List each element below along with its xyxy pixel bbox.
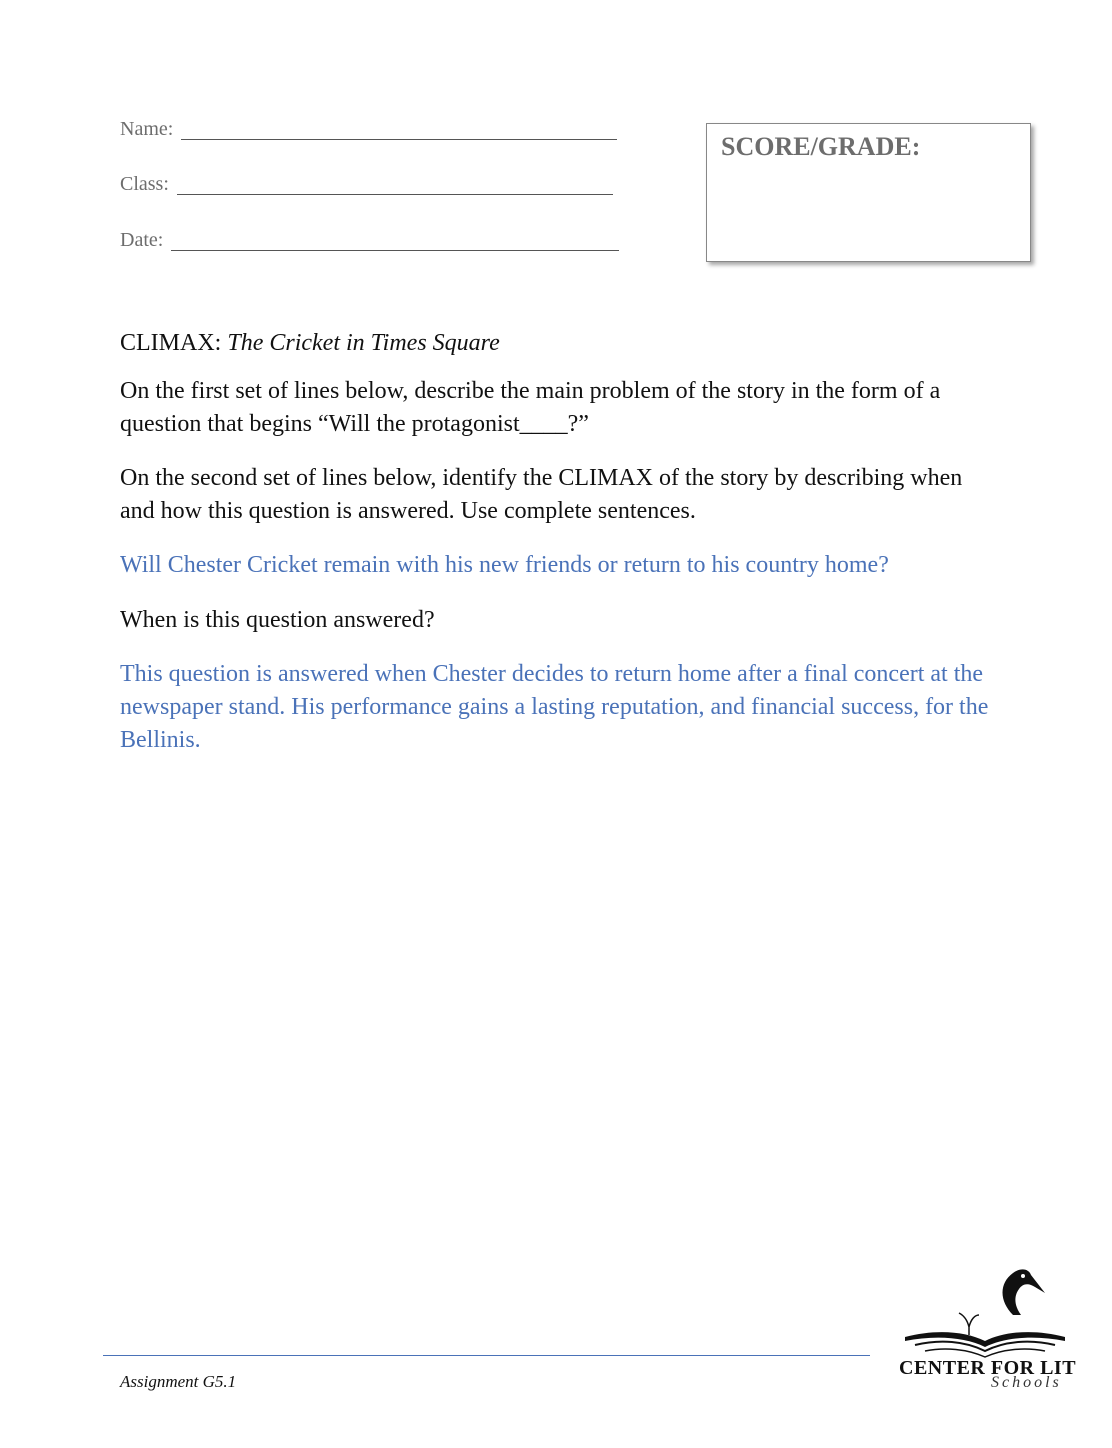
instruction-1: On the first set of lines below, describe the main problem of the story in the form of a question that begins “Will the protagonist____?”	[120, 378, 941, 437]
score-grade-label: SCORE/GRADE:	[721, 132, 921, 161]
class-line[interactable]	[177, 193, 613, 195]
instruction-2: On the second set of lines below, identify the CLIMAX of the story by describing when and how this question is answered. Use complete sentences.	[120, 465, 963, 524]
heading-prefix: CLIMAX:	[120, 330, 228, 356]
score-grade-box	[706, 123, 1031, 262]
logo-brand-text: CENTER FOR LIT	[899, 1357, 1077, 1379]
class-field[interactable]	[120, 173, 613, 196]
pelican-book-icon	[895, 1263, 1075, 1363]
center-for-lit-logo	[895, 1263, 1075, 1393]
assignment-label: Assignment G5.1	[120, 1372, 237, 1391]
date-label: Date:	[120, 229, 164, 251]
question-2: When is this question answered?	[120, 607, 435, 633]
date-line[interactable]	[171, 249, 619, 251]
class-label: Class:	[120, 173, 169, 195]
name-label: Name:	[120, 118, 174, 140]
book-title: The Cricket in Times Square	[227, 330, 500, 356]
logo-sub-text: Schools	[991, 1374, 1062, 1391]
footer-divider	[103, 1355, 870, 1356]
answer-1: Will Chester Cricket remain with his new friends or return to his country home?	[120, 552, 889, 578]
assignment-heading	[120, 327, 990, 360]
answer-2: This question is answered when Chester decides to return home after a final concert at the newspaper stand. His performance gains a lasting reputation, and financial success, for the Bellinis.	[120, 661, 989, 753]
name-field[interactable]	[120, 118, 617, 141]
name-line[interactable]	[181, 138, 617, 140]
date-field[interactable]	[120, 229, 619, 252]
